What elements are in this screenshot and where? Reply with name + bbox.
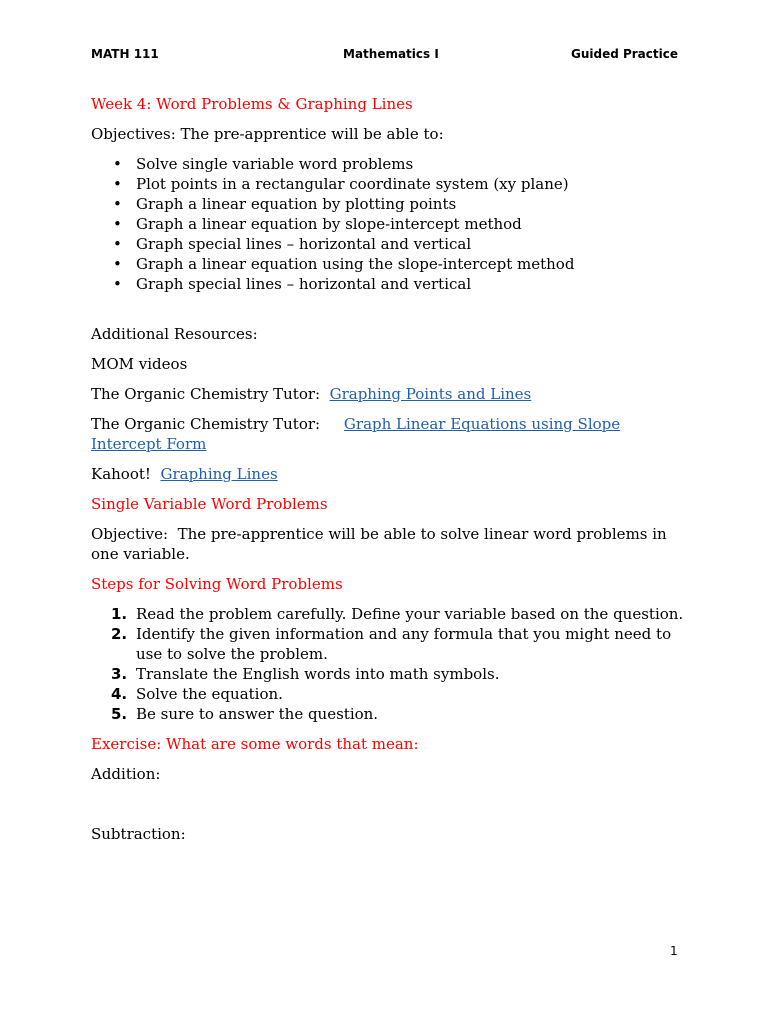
list-item [91,604,691,624]
page-header [91,47,678,65]
step-text: Identify the given information and any formula that you might need to use to solve the problem. [136,625,672,663]
objectives-label: Objectives: [91,125,176,143]
step-number: 5. [111,705,128,723]
course-code: MATH 111 [91,47,159,61]
resource-kahoot [91,464,691,484]
resource-tutor-1 [91,384,691,404]
resource-tutor-2-prefix: The Organic Chemistry Tutor: [91,415,344,433]
document-type: Guided Practice [570,47,678,61]
resources-heading: Additional Resources: [91,325,258,343]
step-number: 1. [111,605,128,623]
objectives-intro [91,124,691,144]
list-item: • Graph a linear equation by plotting points [91,194,691,214]
objectives-list [91,154,691,294]
objective-text: The pre-apprentice will be able to solve linear word problems in one variable. [91,525,672,563]
objective-label: Objective: [91,525,169,543]
graphing-points-link[interactable]: Graphing Points and Lines [329,385,532,403]
list-item [91,624,691,664]
page-number: 1 [670,944,678,958]
list-item: • Graph a linear equation by slope-intercept method [91,214,691,234]
kahoot-link[interactable]: Graphing Lines [160,465,278,483]
list-item: • Plot points in a rectangular coordinate system (xy plane) [91,174,691,194]
steps-list [91,604,691,724]
course-name: Mathematics I [343,47,439,61]
list-item: • Solve single variable word problems [91,154,691,174]
list-item: • Graph special lines – horizontal and vertical [91,274,691,294]
step-text: Be sure to answer the question. [136,705,379,723]
exercise-addition-label: Addition: [91,765,161,783]
resource-kahoot-prefix: Kahoot! [91,465,161,483]
list-item [91,684,691,704]
week-title: Week 4: Word Problems & Graphing Lines [91,95,413,113]
objectives-intro-text: The pre-apprentice will be able to: [175,125,444,143]
step-number: 2. [111,625,128,643]
list-item [91,704,691,724]
steps-heading: Steps for Solving Word Problems [91,575,343,593]
list-item: • Graph special lines – horizontal and vertical [91,234,691,254]
step-number: 3. [111,665,128,683]
exercise-heading: Exercise: What are some words that mean: [91,735,419,753]
list-item [91,664,691,684]
step-number: 4. [111,685,128,703]
step-text: Read the problem carefully. Define your variable based on the question. [136,605,684,623]
mom-videos: MOM videos [91,355,188,373]
section-heading-word-problems: Single Variable Word Problems [91,495,328,513]
list-item: • Graph a linear equation using the slope-intercept method [91,254,691,274]
exercise-subtraction-label: Subtraction: [91,825,186,843]
resource-tutor-1-prefix: The Organic Chemistry Tutor: [91,385,330,403]
resource-tutor-2 [91,414,691,454]
step-text: Translate the English words into math symbols. [136,665,500,683]
section-objective [91,524,691,564]
document-body [91,94,691,854]
slope-intercept-link[interactable]: Graph Linear Equations using Slope Intercept Form [91,415,621,453]
step-text: Solve the equation. [136,685,283,703]
